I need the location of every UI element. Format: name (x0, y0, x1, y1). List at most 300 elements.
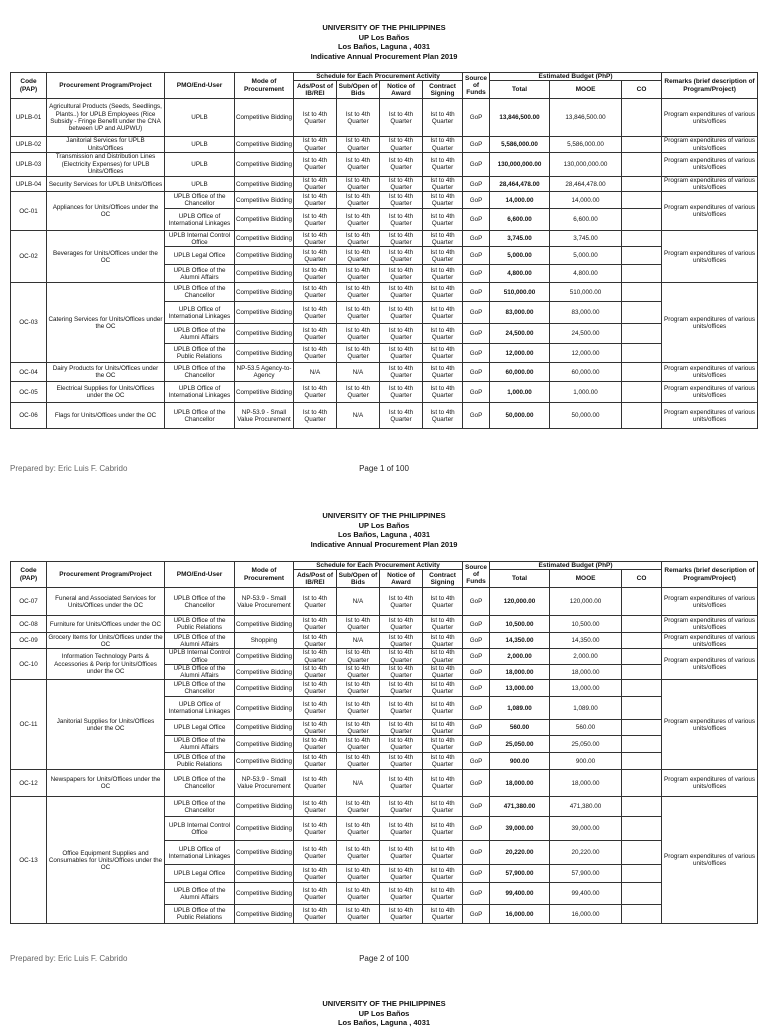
cell-ads: Ist to 4th Quarter (294, 649, 337, 665)
cell-source: GoP (463, 616, 490, 633)
cell-ads: Ist to 4th Quarter (294, 302, 337, 324)
cell-co (622, 265, 662, 283)
cell-program: Furniture for Units/Offices under the OC (47, 616, 165, 633)
cell-source: GoP (463, 680, 490, 697)
cell-source: GoP (463, 403, 490, 429)
cell-pmo: UPLB Office of the Alumni Affairs (165, 633, 235, 649)
cell-co (622, 247, 662, 265)
cell-contract: Ist to 4th Quarter (423, 176, 463, 192)
cell-notice: Ist to 4th Quarter (380, 797, 423, 817)
cell-code: OC-02 (11, 231, 47, 283)
cell-total: 50,000.00 (490, 403, 550, 429)
cell-code: OC-09 (11, 633, 47, 649)
cell-co (622, 152, 662, 176)
cell-notice: Ist to 4th Quarter (380, 231, 423, 247)
cell-sub: Ist to 4th Quarter (337, 192, 380, 209)
cell-sub: Ist to 4th Quarter (337, 265, 380, 283)
page-2-header (0, 511, 768, 549)
cell-co (622, 588, 662, 616)
cell-mode: Competitive Bidding (235, 137, 294, 153)
cell-co (622, 720, 662, 736)
cell-sub: Ist to 4th Quarter (337, 680, 380, 697)
cell-total: 13,846,500.00 (490, 99, 550, 137)
table-row (11, 649, 758, 665)
cell-program: Catering Services for Units/Offices under the OC (47, 283, 165, 363)
col-co: CO (622, 570, 662, 588)
cell-total: 510,000.00 (490, 283, 550, 302)
cell-mooe: 99,400.00 (550, 883, 622, 905)
table-row (11, 797, 758, 817)
cell-remarks: Program expenditures of various units/offices (662, 176, 758, 192)
col-ads: Ads/Post of IB/REI (294, 81, 337, 99)
cell-code: OC-05 (11, 382, 47, 403)
cell-total: 25,050.00 (490, 736, 550, 753)
cell-notice: Ist to 4th Quarter (380, 736, 423, 753)
cell-program: Electrical Supplies for Units/Offices under the OC (47, 382, 165, 403)
cell-remarks: Program expenditures of various units/offices (662, 152, 758, 176)
cell-total: 6,600.00 (490, 209, 550, 231)
cell-mooe: 3,745.00 (550, 231, 622, 247)
cell-pmo: UPLB Office of the Chancellor (165, 770, 235, 797)
cell-sub: Ist to 4th Quarter (337, 883, 380, 905)
cell-source: GoP (463, 324, 490, 344)
cell-total: 18,000.00 (490, 770, 550, 797)
cell-total: 471,380.00 (490, 797, 550, 817)
col-schedule: Schedule for Each Procurement Activity (294, 562, 463, 570)
cell-sub: Ist to 4th Quarter (337, 797, 380, 817)
cell-code: OC-03 (11, 283, 47, 363)
cell-mode: Competitive Bidding (235, 680, 294, 697)
cell-sub: Ist to 4th Quarter (337, 720, 380, 736)
col-program: Procurement Program/Project (47, 73, 165, 99)
cell-source: GoP (463, 697, 490, 720)
cell-contract: Ist to 4th Quarter (423, 841, 463, 865)
cell-contract: Ist to 4th Quarter (423, 883, 463, 905)
cell-co (622, 192, 662, 209)
cell-mooe: 14,350.00 (550, 633, 622, 649)
cell-notice: Ist to 4th Quarter (380, 324, 423, 344)
plan-title: Indicative Annual Procurement Plan 2019 (310, 51, 458, 61)
col-schedule: Schedule for Each Procurement Activity (294, 73, 463, 81)
col-source: Source of Funds (463, 73, 490, 99)
cell-notice: Ist to 4th Quarter (380, 720, 423, 736)
cell-source: GoP (463, 265, 490, 283)
cell-co (622, 797, 662, 817)
cell-notice: Ist to 4th Quarter (380, 905, 423, 924)
cell-remarks: Program expenditures of various units/offices (662, 99, 758, 137)
prepared-by: Prepared by: Eric Luis F. Cabrido (10, 464, 128, 473)
cell-mode: Competitive Bidding (235, 865, 294, 883)
cell-sub: N/A (337, 403, 380, 429)
cell-program: Funeral and Associated Services for Units/Offices under the OC (47, 588, 165, 616)
cell-co (622, 231, 662, 247)
cell-ads: Ist to 4th Quarter (294, 344, 337, 363)
cell-source: GoP (463, 283, 490, 302)
table-row (11, 680, 758, 697)
cell-notice: Ist to 4th Quarter (380, 152, 423, 176)
cell-total: 1,089.00 (490, 697, 550, 720)
cell-pmo: UPLB Office of the Alumni Affairs (165, 736, 235, 753)
cell-notice: Ist to 4th Quarter (380, 344, 423, 363)
cell-sub: Ist to 4th Quarter (337, 324, 380, 344)
cell-ads: Ist to 4th Quarter (294, 753, 337, 770)
cell-sub: N/A (337, 633, 380, 649)
cell-total: 4,800.00 (490, 265, 550, 283)
cell-remarks: Program expenditures of various units/offices (662, 680, 758, 770)
cell-mode: Competitive Bidding (235, 841, 294, 865)
cell-source: GoP (463, 770, 490, 797)
cell-ads: N/A (294, 363, 337, 382)
cell-mooe: 57,900.00 (550, 865, 622, 883)
university-name: UNIVERSITY OF THE PHILIPPINES (322, 511, 446, 520)
cell-sub: Ist to 4th Quarter (337, 99, 380, 137)
cell-pmo: UPLB Internal Control Office (165, 649, 235, 665)
col-mode: Mode of Procurement (235, 73, 294, 99)
cell-mooe: 18,000.00 (550, 664, 622, 680)
cell-contract: Ist to 4th Quarter (423, 736, 463, 753)
cell-source: GoP (463, 99, 490, 137)
cell-source: GoP (463, 137, 490, 153)
table-row (11, 283, 758, 302)
cell-sub: Ist to 4th Quarter (337, 616, 380, 633)
cell-ads: Ist to 4th Quarter (294, 588, 337, 616)
cell-source: GoP (463, 883, 490, 905)
cell-source: GoP (463, 905, 490, 924)
cell-contract: Ist to 4th Quarter (423, 302, 463, 324)
cell-mode: Competitive Bidding (235, 736, 294, 753)
cell-mooe: 39,000.00 (550, 817, 622, 841)
col-ads: Ads/Post of IB/REI (294, 570, 337, 588)
cell-mooe: 13,846,500.00 (550, 99, 622, 137)
cell-ads: Ist to 4th Quarter (294, 664, 337, 680)
cell-pmo: UPLB Office of the Chancellor (165, 588, 235, 616)
cell-mode: Competitive Bidding (235, 344, 294, 363)
cell-remarks: Program expenditures of various units/offices (662, 633, 758, 649)
cell-notice: Ist to 4th Quarter (380, 588, 423, 616)
prepared-by: Prepared by: Eric Luis F. Cabrido (10, 954, 128, 963)
cell-total: 18,000.00 (490, 664, 550, 680)
cell-program: Dairy Products for Units/Offices under the OC (47, 363, 165, 382)
cell-contract: Ist to 4th Quarter (423, 680, 463, 697)
cell-sub: N/A (337, 770, 380, 797)
cell-source: GoP (463, 817, 490, 841)
cell-mode: NP-53.9 - Small Value Procurement (235, 588, 294, 616)
campus-name: UP Los Baños (358, 1008, 410, 1018)
cell-remarks: Program expenditures of various units/offices (662, 616, 758, 633)
cell-total: 16,000.00 (490, 905, 550, 924)
cell-sub: Ist to 4th Quarter (337, 283, 380, 302)
cell-co (622, 324, 662, 344)
cell-remarks: Program expenditures of various units/offices (662, 797, 758, 924)
col-pmo: PMO/End-User (165, 73, 235, 99)
cell-mooe: 14,000.00 (550, 192, 622, 209)
cell-pmo: UPLB Office of International Linkages (165, 302, 235, 324)
cell-total: 560.00 (490, 720, 550, 736)
cell-mode: Competitive Bidding (235, 905, 294, 924)
cell-ads: Ist to 4th Quarter (294, 231, 337, 247)
cell-co (622, 664, 662, 680)
procurement-table-page-1 (10, 72, 758, 429)
cell-contract: Ist to 4th Quarter (423, 817, 463, 841)
cell-ads: Ist to 4th Quarter (294, 817, 337, 841)
cell-co (622, 99, 662, 137)
campus-name: UP Los Baños (358, 520, 410, 530)
campus-address: Los Baños, Laguna , 4031 (337, 1018, 431, 1027)
col-code: Code (PAP) (11, 562, 47, 588)
cell-source: GoP (463, 841, 490, 865)
cell-contract: Ist to 4th Quarter (423, 231, 463, 247)
cell-contract: Ist to 4th Quarter (423, 649, 463, 665)
cell-notice: Ist to 4th Quarter (380, 753, 423, 770)
cell-code: OC-10 (11, 649, 47, 680)
table-row (11, 588, 758, 616)
cell-notice: Ist to 4th Quarter (380, 649, 423, 665)
cell-code: OC-06 (11, 403, 47, 429)
cell-program: Agricultural Products (Seeds, Seedlings, Plants..) for UPLB Employees (Rice Subsidy - Fringe Benefit under the CNA between UP and AUPWU) (47, 99, 165, 137)
cell-contract: Ist to 4th Quarter (423, 152, 463, 176)
cell-contract: Ist to 4th Quarter (423, 265, 463, 283)
cell-code: UPLB-01 (11, 99, 47, 137)
cell-contract: Ist to 4th Quarter (423, 633, 463, 649)
cell-co (622, 753, 662, 770)
col-sub: Sub/Open of Bids (337, 570, 380, 588)
col-contract: Contract Signing (423, 81, 463, 99)
cell-co (622, 736, 662, 753)
cell-notice: Ist to 4th Quarter (380, 265, 423, 283)
cell-pmo: UPLB Office of the Chancellor (165, 797, 235, 817)
cell-co (622, 403, 662, 429)
cell-contract: Ist to 4th Quarter (423, 137, 463, 153)
cell-co (622, 209, 662, 231)
col-co: CO (622, 81, 662, 99)
cell-contract: Ist to 4th Quarter (423, 753, 463, 770)
col-mode: Mode of Procurement (235, 562, 294, 588)
cell-mode: Competitive Bidding (235, 817, 294, 841)
cell-pmo: UPLB (165, 152, 235, 176)
cell-source: GoP (463, 797, 490, 817)
cell-ads: Ist to 4th Quarter (294, 152, 337, 176)
cell-source: GoP (463, 192, 490, 209)
cell-ads: Ist to 4th Quarter (294, 283, 337, 302)
cell-mooe: 25,050.00 (550, 736, 622, 753)
cell-mode: Competitive Bidding (235, 649, 294, 665)
cell-source: GoP (463, 736, 490, 753)
cell-sub: Ist to 4th Quarter (337, 176, 380, 192)
cell-sub: Ist to 4th Quarter (337, 905, 380, 924)
cell-co (622, 302, 662, 324)
table-row (11, 176, 758, 192)
cell-sub: Ist to 4th Quarter (337, 382, 380, 403)
cell-program: Janitorial Supplies for Units/Offices under the OC (47, 680, 165, 770)
cell-sub: Ist to 4th Quarter (337, 137, 380, 153)
cell-code: OC-04 (11, 363, 47, 382)
cell-source: GoP (463, 865, 490, 883)
cell-source: GoP (463, 664, 490, 680)
cell-mode: Competitive Bidding (235, 664, 294, 680)
cell-sub: N/A (337, 588, 380, 616)
cell-remarks: Program expenditures of various units/offices (662, 363, 758, 382)
cell-contract: Ist to 4th Quarter (423, 588, 463, 616)
cell-contract: Ist to 4th Quarter (423, 344, 463, 363)
cell-co (622, 649, 662, 665)
cell-ads: Ist to 4th Quarter (294, 99, 337, 137)
cell-remarks: Program expenditures of various units/offices (662, 283, 758, 363)
cell-pmo: UPLB Office of International Linkages (165, 697, 235, 720)
cell-sub: Ist to 4th Quarter (337, 753, 380, 770)
cell-co (622, 697, 662, 720)
cell-program: Beverages for Units/Offices under the OC (47, 231, 165, 283)
cell-notice: Ist to 4th Quarter (380, 363, 423, 382)
cell-mode: Competitive Bidding (235, 231, 294, 247)
cell-ads: Ist to 4th Quarter (294, 797, 337, 817)
cell-total: 13,000.00 (490, 680, 550, 697)
cell-pmo: UPLB Office of the Public Relations (165, 905, 235, 924)
col-sub: Sub/Open of Bids (337, 81, 380, 99)
col-notice: Notice of Award (380, 570, 423, 588)
cell-pmo: UPLB Office of the Chancellor (165, 363, 235, 382)
cell-co (622, 344, 662, 363)
cell-pmo: UPLB Office of International Linkages (165, 841, 235, 865)
cell-mode: Competitive Bidding (235, 99, 294, 137)
cell-ads: Ist to 4th Quarter (294, 736, 337, 753)
col-budget: Estimated Budget (PhP) (490, 562, 662, 570)
cell-source: GoP (463, 209, 490, 231)
cell-code: OC-12 (11, 770, 47, 797)
cell-sub: Ist to 4th Quarter (337, 209, 380, 231)
cell-notice: Ist to 4th Quarter (380, 192, 423, 209)
cell-total: 5,586,000.00 (490, 137, 550, 153)
col-pmo: PMO/End-User (165, 562, 235, 588)
cell-remarks: Program expenditures of various units/offices (662, 192, 758, 231)
cell-mooe: 83,000.00 (550, 302, 622, 324)
cell-mooe: 20,220.00 (550, 841, 622, 865)
table-row (11, 99, 758, 137)
col-remarks: Remarks (brief description of Program/Project) (662, 73, 758, 99)
table-row (11, 152, 758, 176)
cell-contract: Ist to 4th Quarter (423, 382, 463, 403)
cell-program: Information Technology Parts & Accessories & Perip for Units/Offices under the OC (47, 649, 165, 680)
cell-total: 39,000.00 (490, 817, 550, 841)
cell-pmo: UPLB Office of the Chancellor (165, 192, 235, 209)
cell-code: OC-01 (11, 192, 47, 231)
cell-ads: Ist to 4th Quarter (294, 247, 337, 265)
cell-mooe: 50,000.00 (550, 403, 622, 429)
cell-mooe: 120,000.00 (550, 588, 622, 616)
page-1-header (0, 23, 768, 61)
cell-mooe: 471,380.00 (550, 797, 622, 817)
cell-ads: Ist to 4th Quarter (294, 720, 337, 736)
cell-total: 99,400.00 (490, 883, 550, 905)
col-program: Procurement Program/Project (47, 562, 165, 588)
cell-remarks: Program expenditures of various units/offices (662, 403, 758, 429)
cell-remarks: Program expenditures of various units/offices (662, 649, 758, 680)
cell-co (622, 616, 662, 633)
col-total: Total (490, 570, 550, 588)
cell-pmo: UPLB Office of the Alumni Affairs (165, 324, 235, 344)
table-row (11, 633, 758, 649)
cell-sub: N/A (337, 363, 380, 382)
cell-contract: Ist to 4th Quarter (423, 865, 463, 883)
university-name: UNIVERSITY OF THE PHILIPPINES (322, 23, 446, 32)
cell-source: GoP (463, 176, 490, 192)
table-row (11, 382, 758, 403)
cell-co (622, 363, 662, 382)
cell-co (622, 817, 662, 841)
cell-pmo: UPLB Legal Office (165, 720, 235, 736)
cell-pmo: UPLB Internal Control Office (165, 817, 235, 841)
cell-total: 1,000.00 (490, 382, 550, 403)
cell-pmo: UPLB Legal Office (165, 247, 235, 265)
col-source: Source of Funds (463, 562, 490, 588)
cell-total: 20,220.00 (490, 841, 550, 865)
cell-sub: Ist to 4th Quarter (337, 817, 380, 841)
campus-name: UP Los Baños (358, 32, 410, 42)
cell-pmo: UPLB Office of the Alumni Affairs (165, 883, 235, 905)
cell-source: GoP (463, 302, 490, 324)
cell-sub: Ist to 4th Quarter (337, 231, 380, 247)
table-row (11, 363, 758, 382)
cell-ads: Ist to 4th Quarter (294, 865, 337, 883)
cell-remarks: Program expenditures of various units/offices (662, 137, 758, 153)
cell-mooe: 510,000.00 (550, 283, 622, 302)
cell-total: 14,350.00 (490, 633, 550, 649)
cell-contract: Ist to 4th Quarter (423, 905, 463, 924)
table-row (11, 137, 758, 153)
cell-ads: Ist to 4th Quarter (294, 265, 337, 283)
col-total: Total (490, 81, 550, 99)
table-row (11, 403, 758, 429)
cell-mode: Competitive Bidding (235, 209, 294, 231)
cell-co (622, 841, 662, 865)
cell-mode: Competitive Bidding (235, 720, 294, 736)
cell-ads: Ist to 4th Quarter (294, 633, 337, 649)
cell-source: GoP (463, 231, 490, 247)
cell-sub: Ist to 4th Quarter (337, 302, 380, 324)
cell-contract: Ist to 4th Quarter (423, 363, 463, 382)
cell-pmo: UPLB Office of the Chancellor (165, 680, 235, 697)
cell-ads: Ist to 4th Quarter (294, 382, 337, 403)
cell-contract: Ist to 4th Quarter (423, 324, 463, 344)
cell-co (622, 770, 662, 797)
cell-pmo: UPLB Office of the Public Relations (165, 753, 235, 770)
campus-address: Los Baños, Laguna , 4031 (337, 530, 431, 539)
cell-notice: Ist to 4th Quarter (380, 176, 423, 192)
cell-notice: Ist to 4th Quarter (380, 664, 423, 680)
cell-mooe: 10,500.00 (550, 616, 622, 633)
cell-contract: Ist to 4th Quarter (423, 209, 463, 231)
cell-notice: Ist to 4th Quarter (380, 633, 423, 649)
cell-source: GoP (463, 753, 490, 770)
cell-remarks: Program expenditures of various units/offices (662, 382, 758, 403)
cell-mode: Competitive Bidding (235, 324, 294, 344)
cell-total: 83,000.00 (490, 302, 550, 324)
cell-mode: Competitive Bidding (235, 753, 294, 770)
cell-sub: Ist to 4th Quarter (337, 736, 380, 753)
cell-source: GoP (463, 382, 490, 403)
cell-mode: NP-53.9 - Small Value Procurement (235, 770, 294, 797)
cell-mode: Competitive Bidding (235, 302, 294, 324)
cell-total: 120,000.00 (490, 588, 550, 616)
cell-contract: Ist to 4th Quarter (423, 283, 463, 302)
table-row (11, 192, 758, 209)
cell-pmo: UPLB Office of the Public Relations (165, 616, 235, 633)
cell-co (622, 176, 662, 192)
cell-ads: Ist to 4th Quarter (294, 697, 337, 720)
cell-notice: Ist to 4th Quarter (380, 209, 423, 231)
cell-remarks: Program expenditures of various units/offices (662, 231, 758, 283)
cell-pmo: UPLB Legal Office (165, 865, 235, 883)
cell-sub: Ist to 4th Quarter (337, 865, 380, 883)
